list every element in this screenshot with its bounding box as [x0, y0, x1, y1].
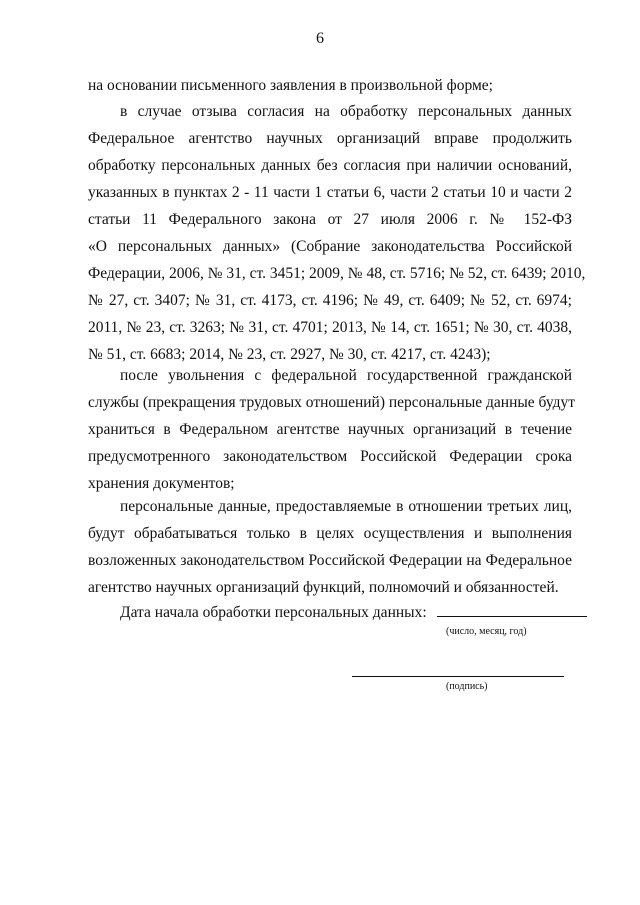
- page-number: 6: [316, 30, 324, 47]
- text-line: храниться в Федеральном агентстве научных организаций в течение: [88, 421, 572, 438]
- text-line: службы (прекращения трудовых отношений) персональные данные будут: [88, 394, 576, 411]
- text-line: персональные данные, предоставляемые в отношении третьих лиц,: [120, 498, 572, 515]
- text-line: после увольнения с федеральной государственной гражданской: [120, 367, 572, 384]
- paragraph-third-parties: [88, 493, 572, 601]
- text-line: в случае отзыва согласия на обработку персональных данных: [120, 103, 572, 120]
- text-line: Федеральное агентство научных организаций вправе продолжить: [88, 130, 572, 147]
- text-line: на основании письменного заявления в произвольной форме;: [88, 77, 493, 94]
- text-line: хранения документов;: [88, 475, 235, 492]
- text-line: Федерации, 2006, № 31, ст. 3451; 2009, № 48, ст. 5716; № 52, ст. 6439; 2010,: [88, 265, 586, 282]
- date-hint: (число, месяц, год): [446, 626, 527, 637]
- signature-field[interactable]: [352, 676, 564, 677]
- paragraph-basis: [88, 72, 572, 99]
- text-line: статьи 11 Федерального закона от 27 июля 2006 г. № 152-ФЗ: [88, 211, 572, 228]
- text-line: возложенных законодательством Российской Федерации на Федеральное: [88, 552, 572, 569]
- signature-hint: (подпись): [446, 681, 488, 692]
- text-line: «О персональных данных» (Собрание законодательства Российской: [88, 238, 572, 255]
- start-date-row: [120, 599, 580, 626]
- paragraph-consent-withdrawal: [88, 98, 586, 368]
- start-date-label: Дата начала обработки персональных данных:: [120, 604, 427, 621]
- text-line: 2011, № 23, ст. 3263; № 31, ст. 4701; 2013, № 14, ст. 1651; № 30, ст. 4038,: [88, 319, 572, 336]
- text-line: № 51, ст. 6683; 2014, № 23, ст. 2927, № 30, ст. 4217, ст. 4243);: [88, 346, 491, 363]
- text-line: предусмотренного законодательством Российской Федерации срока: [88, 448, 572, 465]
- text-line: агентство научных организаций функций, полномочий и обязанностей.: [88, 579, 559, 596]
- start-date-field[interactable]: [437, 616, 587, 617]
- paragraph-after-dismissal: [88, 362, 576, 497]
- text-line: обработку персональных данных без согласия при наличии оснований,: [88, 157, 572, 174]
- text-line: будут обрабатываться только в целях осуществления и выполнения: [88, 525, 572, 542]
- text-line: № 27, ст. 3407; № 31, ст. 4173, ст. 4196; № 49, ст. 6409; № 52, ст. 6974;: [88, 292, 572, 309]
- text-line: указанных в пунктах 2 - 11 части 1 статьи 6, части 2 статьи 10 и части 2: [88, 184, 572, 201]
